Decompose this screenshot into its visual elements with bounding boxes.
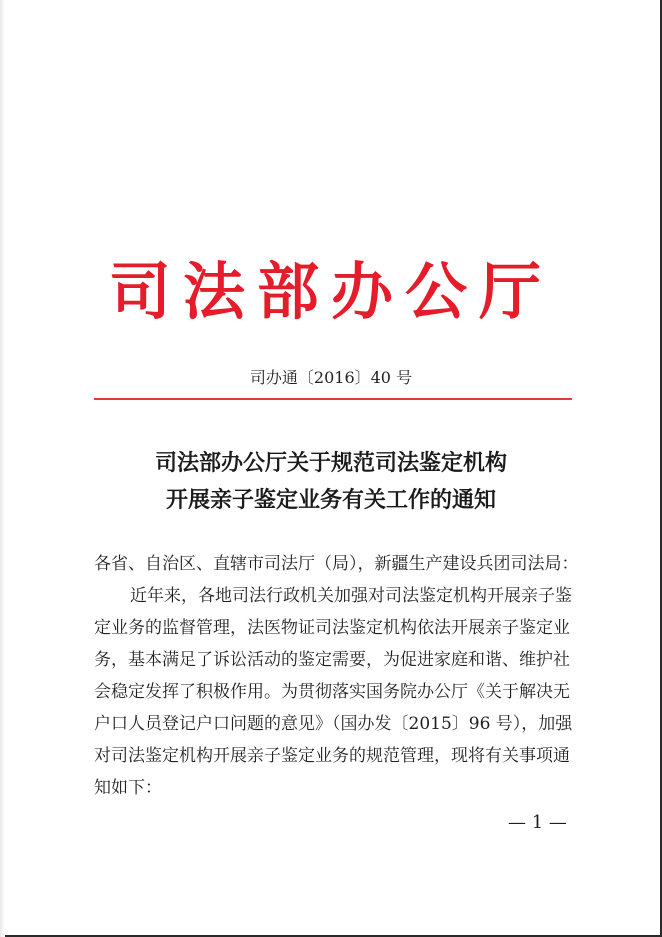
document-number: 司办通〔2016〕40 号	[249, 368, 413, 387]
issuing-office-header: 司法部办公厅	[108, 255, 553, 328]
body-text-line: 户口人员登记户口问题的意见》（国办发〔2015〕96 号），加强	[94, 714, 573, 734]
page-number: — 1 —	[508, 812, 567, 833]
red-separator-line	[94, 398, 572, 400]
body-text-line: 近年来，各地司法行政机关加强对司法鉴定机构开展亲子鉴	[130, 586, 572, 606]
body-text-line: 会稳定发挥了积极作用。为贯彻落实国务院办公厅《关于解决无	[94, 682, 570, 702]
body-text-line: 对司法鉴定机构开展亲子鉴定业务的规范管理，现将有关事项通	[94, 746, 570, 766]
body-text-line: 务，基本满足了诉讼活动的鉴定需要，为促进家庭和谐、维护社	[94, 650, 570, 670]
notice-title-line-1: 司法部办公厅关于规范司法鉴定机构	[154, 450, 507, 476]
notice-title-line-2: 开展亲子鉴定业务有关工作的通知	[165, 487, 496, 513]
addressee-line: 各省、自治区、直辖市司法厅（局），新疆生产建设兵团司法局：	[94, 554, 579, 574]
body-text-line: 定业务的监督管理，法医物证司法鉴定机构依法开展亲子鉴定业	[94, 618, 570, 638]
body-text-line: 知如下：	[94, 778, 162, 798]
